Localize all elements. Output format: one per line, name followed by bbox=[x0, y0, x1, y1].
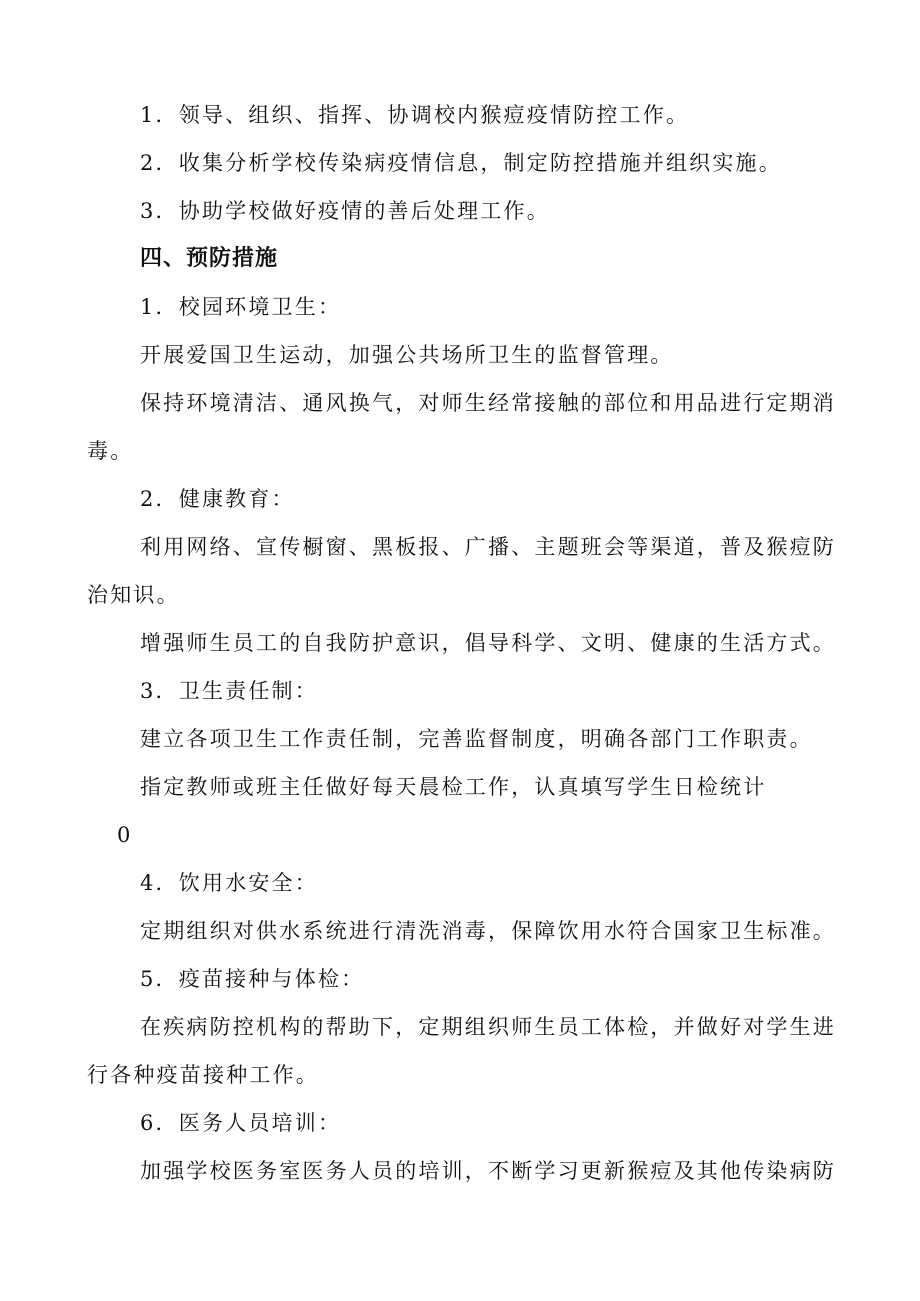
paragraph-publicity-channels: 利用网络、宣传橱窗、黑板报、广播、主题班会等渠道，普及猴痘防 bbox=[140, 535, 836, 559]
duty-item-1: 1．领导、组织、指挥、协调校内猴痘疫情防控工作。 bbox=[140, 103, 690, 127]
subheading-drinking-water: 4．饮用水安全： bbox=[140, 871, 318, 895]
subheading-responsibility-system: 3．卫生责任制： bbox=[140, 679, 318, 703]
paragraph-self-protection: 增强师生员工的自我防护意识，倡导科学、文明、健康的生活方式。 bbox=[140, 631, 836, 655]
paragraph-physical-exam: 在疾病防控机构的帮助下，定期组织师生员工体检，并做好对学生进 bbox=[140, 1015, 836, 1039]
subheading-campus-hygiene: 1．校园环境卫生： bbox=[140, 295, 342, 319]
paragraph-responsibility: 建立各项卫生工作责任制，完善监督制度，明确各部门工作职责。 bbox=[140, 727, 813, 751]
subheading-health-education: 2．健康教育： bbox=[140, 487, 295, 511]
paragraph-publicity-channels-cont: 治知识。 bbox=[87, 583, 180, 607]
paragraph-water-disinfection: 定期组织对供水系统进行清洗消毒，保障饮用水符合国家卫生标准。 bbox=[140, 919, 836, 943]
paragraph-physical-exam-cont: 行各种疫苗接种工作。 bbox=[87, 1063, 319, 1087]
paragraph-environment-clean: 保持环境清洁、通风换气，对师生经常接触的部位和用品进行定期消 bbox=[140, 391, 836, 415]
paragraph-morning-check-cont: 0 bbox=[117, 823, 133, 847]
paragraph-morning-check: 指定教师或班主任做好每天晨检工作，认真填写学生日检统计 bbox=[140, 775, 767, 799]
duty-item-2: 2．收集分析学校传染病疫情信息，制定防控措施并组织实施。 bbox=[140, 151, 782, 175]
subheading-vaccination: 5．疫苗接种与体检： bbox=[140, 967, 365, 991]
paragraph-medical-training: 加强学校医务室医务人员的培训，不断学习更新猴痘及其他传染病防 bbox=[140, 1159, 836, 1183]
subheading-medical-training: 6．医务人员培训： bbox=[140, 1111, 342, 1135]
paragraph-environment-clean-cont: 毒。 bbox=[87, 439, 134, 463]
paragraph-patriotic-hygiene: 开展爱国卫生运动，加强公共场所卫生的监督管理。 bbox=[140, 343, 674, 367]
section-heading-prevention: 四、预防措施 bbox=[140, 246, 279, 271]
duty-item-3: 3．协助学校做好疫情的善后处理工作。 bbox=[140, 199, 550, 223]
